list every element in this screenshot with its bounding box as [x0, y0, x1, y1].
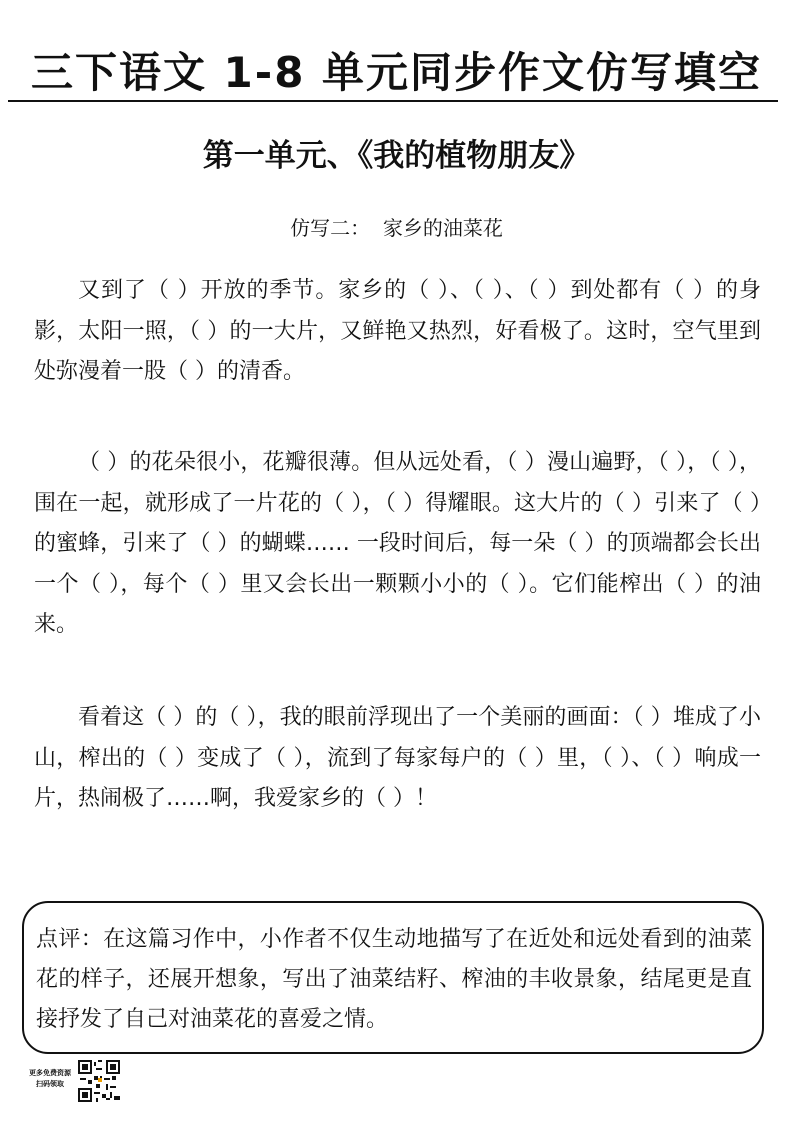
- paragraph-2: （ ）的花朵很小，花瓣很薄。但从远处看，（ ）漫山遍野，（ ），（ ），围在一起，就形成了一片花的（ ），（ ）得耀眼。这大片的（ ）引来了（ ）的蜜蜂，引来了（ ）的蝴蝶…… 一段时间后，每一朵（ ）的顶端都会长出一个（ ），每个（ ）里又会长出一颗颗小小的（ ）。它们能榨出（ ）的油来。: [34, 450, 761, 637]
- qr-promo[interactable]: [24, 1058, 120, 1104]
- qr-caption: [24, 1068, 76, 1090]
- title-divider: [8, 100, 778, 102]
- paragraph-1: 又到了（ ）开放的季节。家乡的（ ）、（ ）、（ ）到处都有（ ）的身影，太阳一照，（ ）的一大片，又鲜艳又热烈，好看极了。这时，空气里到处弥漫着一股（ ）的清香。: [34, 278, 761, 384]
- comment-text: 点评：在这篇习作中，小作者不仅生动地描写了在近处和远处看到的油菜花的样子，还展开想象，写出了油菜结籽、榨油的丰收景象，结尾更是直接抒发了自己对油菜花的喜爱之情。: [36, 927, 752, 1032]
- exercise-subtitle: 仿写二： 家乡的油菜花: [290, 216, 503, 240]
- paragraph-3: 看着这（ ）的（ ），我的眼前浮现出了一个美丽的画面：（ ）堆成了小山，榨出的（ ）变成了（ ），流到了每家每户的（ ）里，（ ）、（ ）响成一片，热闹极了……啊，我爱家乡的（ ）！: [34, 705, 761, 811]
- section-title: 第一单元、《我的植物朋友》: [202, 138, 591, 174]
- qr-code-icon[interactable]: [78, 1060, 120, 1102]
- document-title: 三下语文 1-8 单元同步作文仿写填空: [30, 48, 763, 97]
- qr-caption-line1: 更多免费资源: [29, 1069, 71, 1077]
- qr-caption-line2: 扫码领取: [36, 1080, 64, 1088]
- comment-box: [22, 901, 764, 1054]
